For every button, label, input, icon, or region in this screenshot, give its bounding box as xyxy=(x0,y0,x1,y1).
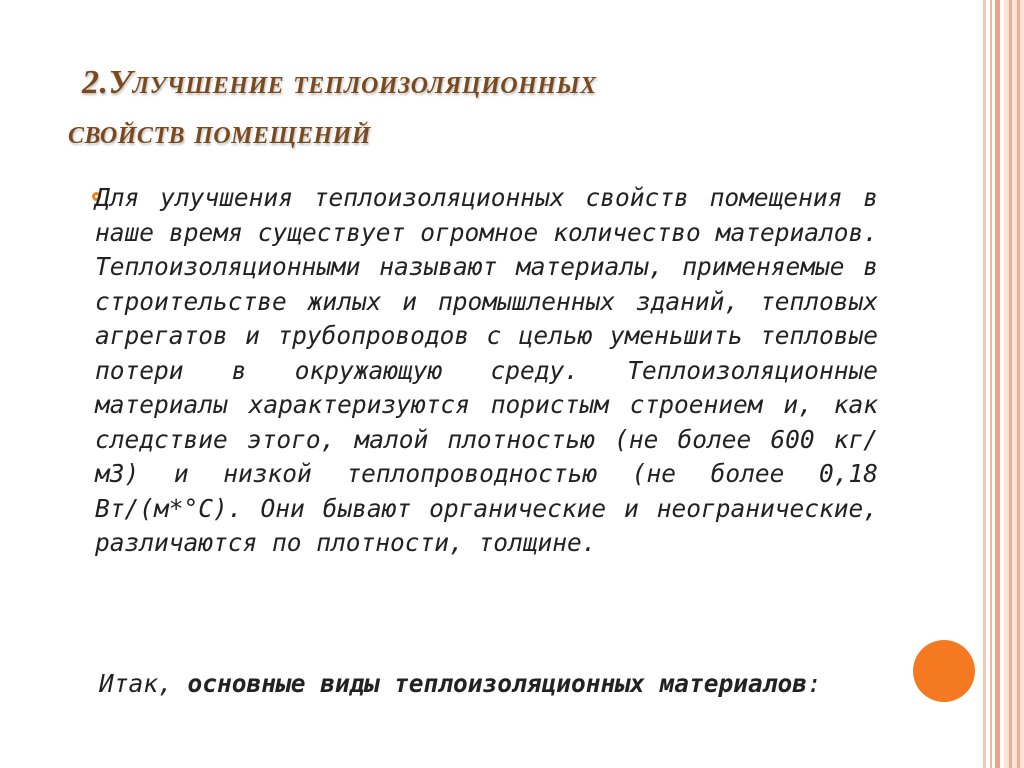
decor-stripe xyxy=(1009,0,1012,768)
summary-bold: основные виды теплоизоляционных материалов xyxy=(187,669,808,698)
decor-circle-icon xyxy=(913,640,975,702)
body-paragraph: Для улучшения теплоизоляционных свойств помещения в наше время существует огромное количество материалов. Теплоизоляционными называют материалы, применяемые в строительстве жилых и промышленных зданий, тепловых агрегатов и трубопроводов с целью уменьшить тепловые потери в окружающую среду. Теплоизоляционные материалы характеризуются пористым строением и, как следствие этого, малой плотностью (не более 600 кг/м3) и низкой теплопроводностью (не более 0,18 Вт/(м*°С). Они бывают органические и неогранические, различаются по плотности, толщине. xyxy=(95,183,878,557)
summary-paragraph xyxy=(95,666,878,701)
title-line-1: 2.Улучшение теплоизоляционных xyxy=(82,64,597,101)
decor-stripe xyxy=(995,0,1000,768)
summary-lead: Итак, xyxy=(99,669,188,698)
title-line-2: свойств помещений xyxy=(68,114,371,151)
decor-stripe xyxy=(983,0,986,768)
decor-stripe xyxy=(1004,0,1024,768)
decor-stripe xyxy=(990,0,992,768)
slide-title xyxy=(68,58,948,158)
decor-stripe xyxy=(1017,0,1020,768)
summary-tail: : xyxy=(807,669,822,698)
